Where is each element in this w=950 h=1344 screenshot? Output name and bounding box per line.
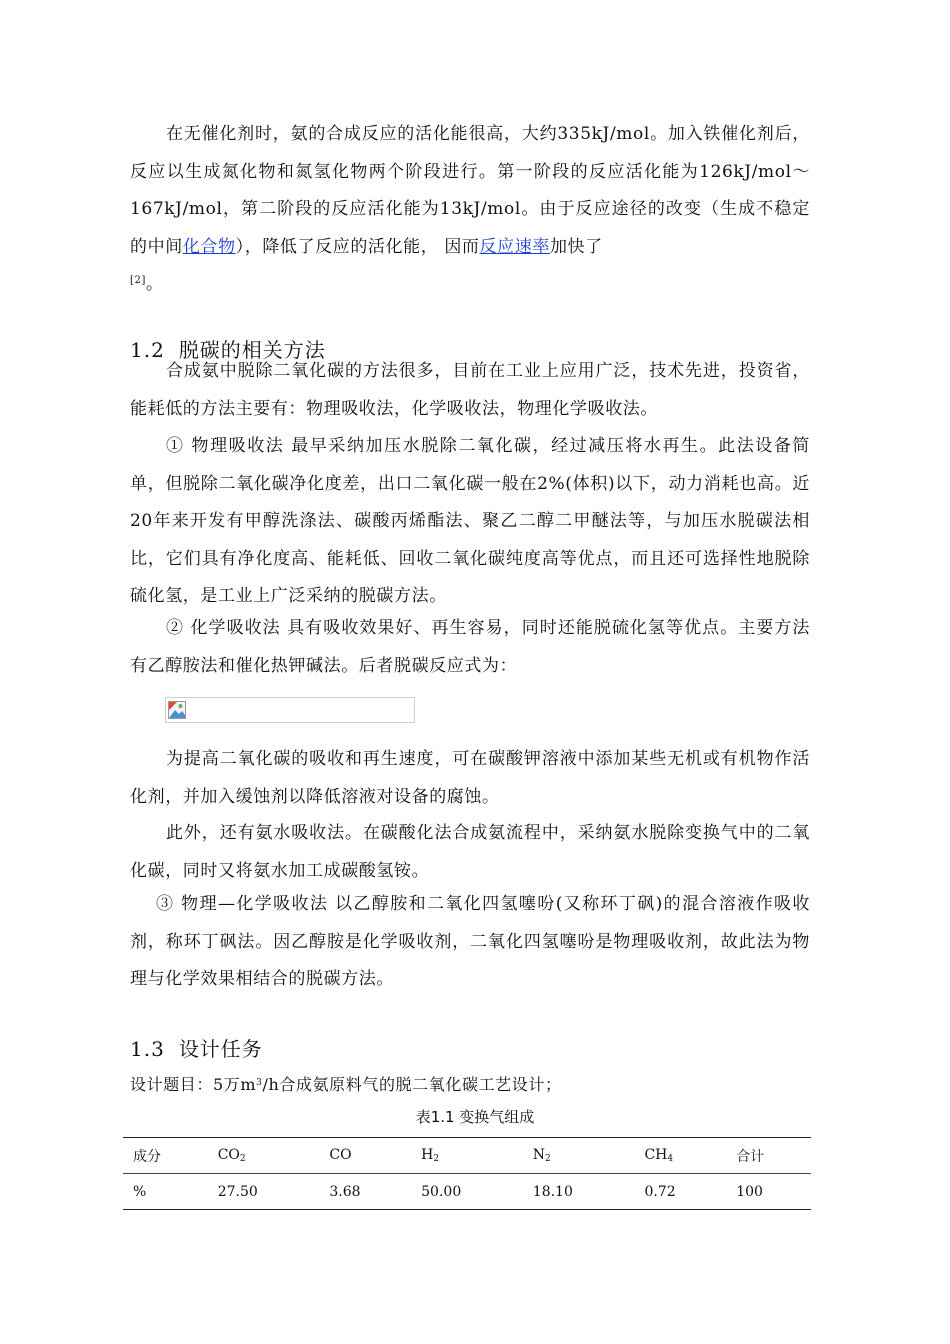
para1-text-a: 在无催化剂时，氨的合成反应的活化能很高，大约335kJ/mol。加入铁催化剂后，反应以生成氮化物和氮氢化物两个阶段进行。第一阶段的反应活化能为126kJ/mol～167kJ/mol，第二阶段的反应活化能为13kJ/mol。由于反应途径的改变（生成不稳定的中间 xyxy=(130,124,810,257)
broken-image-icon xyxy=(168,701,186,719)
paragraph-chemical-absorption: ② 化学吸收法 具有吸收效果好、再生容易，同时还能脱硫化氢等优点。主要方法有乙醇胺法和催化热钾碱法。后者脱碳反应式为： xyxy=(130,618,810,676)
table-cell: 18.10 xyxy=(523,1174,635,1210)
section-heading-1-3 xyxy=(130,1033,263,1062)
table-cell: 3.68 xyxy=(319,1174,411,1210)
paragraph-decarb-overview: 合成氨中脱除二氧化碳的方法很多，目前在工业上应用广泛，技术先进，投资省，能耗低的方法主要有：物理吸收法，化学吸收法，物理化学吸收法。 xyxy=(130,361,810,419)
table-caption: 表1.1 变换气组成 xyxy=(415,1108,535,1126)
section-number: 1.2 xyxy=(130,338,165,362)
header-cell: 成分 xyxy=(123,1138,208,1174)
paragraph-physical-chemical-absorption: ③ 物理—化学吸收法 以乙醇胺和二氧化四氢噻吩(又称环丁砜)的混合溶液作吸收剂，称环丁砜法。因乙醇胺是化学吸收剂，二氧化四氢噻吩是物理吸收剂，故此法为物理与化学效果相结合的脱碳方法。 xyxy=(130,894,810,989)
para1-end: 。 xyxy=(145,274,164,294)
header-cell: $CH_4$ xyxy=(634,1138,726,1174)
para1-text-c: 加快了 xyxy=(549,236,603,257)
reaction-formula-image xyxy=(165,697,415,723)
header-cell: $CO_2$ xyxy=(208,1138,320,1174)
table-cell: 27.50 xyxy=(208,1174,320,1210)
header-cell: CO xyxy=(319,1138,411,1174)
paragraph-ammonia-activation xyxy=(130,116,810,304)
task-suffix: /h合成氨原料气的脱二氧化碳工艺设计； xyxy=(262,1075,562,1094)
paragraph-physical-absorption: ① 物理吸收法 最早采纳加压水脱除二氧化碳，经过减压将水再生。此法设备简单，但脱除二氧化碳净化度差，出口二氧化碳一般在2%(体积)以下，动力消耗也高。近20年来开发有甲醇洗涤法、碳酸丙烯酯法、聚乙二醇二甲醚法等，与加压水脱碳法相比，它们具有净化度高、能耗低、回收二氧化碳纯度高等优点，而且还可选择性地脱除硫化氢，是工业上广泛采纳的脱碳方法。 xyxy=(130,436,810,606)
table-cell: 100 xyxy=(726,1174,811,1210)
task-superscript: 3 xyxy=(256,1078,263,1088)
reference-marker: [2] xyxy=(130,275,146,286)
gas-composition-table xyxy=(123,1137,811,1210)
task-prefix: 设计题目：5万m xyxy=(130,1075,257,1094)
header-cell: $H_2$ xyxy=(411,1138,523,1174)
section-title: 脱碳的相关方法 xyxy=(178,338,326,362)
table-header-row xyxy=(123,1138,811,1174)
link-compound[interactable]: 化合物 xyxy=(182,236,236,257)
para1-text-b: ），降低了反应的活化能， 因而 xyxy=(235,236,480,257)
table-cell: 0.72 xyxy=(634,1174,726,1210)
header-cell: $N_2$ xyxy=(523,1138,635,1174)
paragraph-activator: 为提高二氧化碳的吸收和再生速度，可在碳酸钾溶液中添加某些无机或有机物作活化剂，并加入缓蚀剂以降低溶液对设备的腐蚀。 xyxy=(130,749,810,807)
section-title: 设计任务 xyxy=(178,1037,263,1061)
link-reaction-rate[interactable]: 反应速率 xyxy=(479,236,550,257)
table-row xyxy=(123,1174,811,1210)
section-number: 1.3 xyxy=(130,1037,165,1061)
table-cell: % xyxy=(123,1174,208,1210)
header-cell: 合计 xyxy=(726,1138,811,1174)
paragraph-ammonia-water: 此外，还有氨水吸收法。在碳酸化法合成氨流程中，采纳氨水脱除变换气中的二氧化碳，同时又将氨水加工成碳酸氢铵。 xyxy=(130,823,810,881)
table-cell: 50.00 xyxy=(411,1174,523,1210)
design-task-line xyxy=(130,1065,810,1104)
